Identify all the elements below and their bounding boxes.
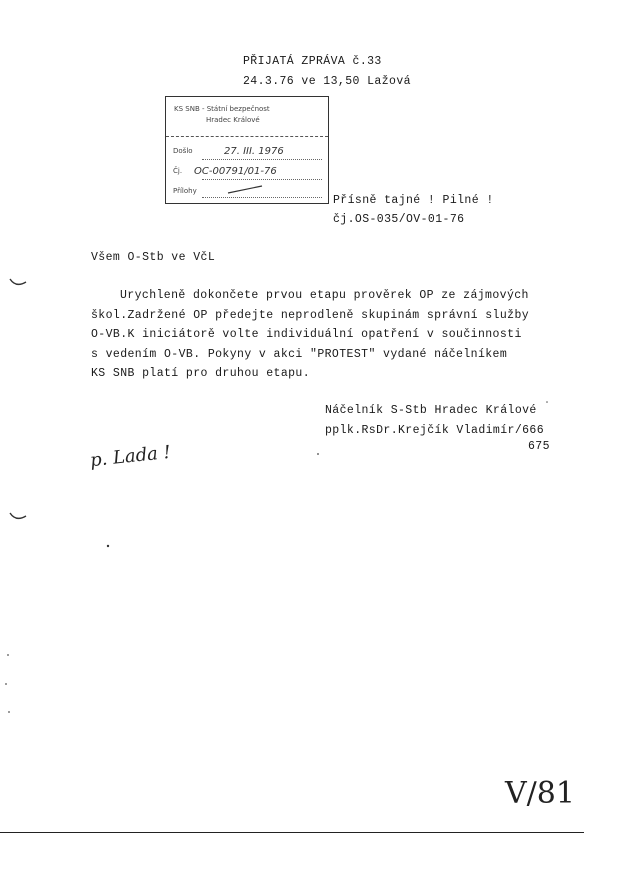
stamp-date-label: Došlo xyxy=(173,147,193,155)
classification-level: Přísně tajné ! Pilné ! xyxy=(333,194,494,207)
body-line: KS SNB platí pro druhou etapu. xyxy=(91,367,311,380)
body-line: O-VB.K iniciátorě volte individuální opatření v součinnosti xyxy=(91,328,522,341)
stamp-attach-label: Přílohy xyxy=(173,187,197,195)
handwritten-page-mark: V/81 xyxy=(505,776,575,811)
signature-name: pplk.RsDr.Krejčík Vladimír/666 xyxy=(325,424,545,437)
signature-title: Náčelník S-Stb Hradec Králové xyxy=(325,404,537,417)
stamp-office: KS SNB - Státní bezpečnost xyxy=(174,105,270,113)
bottom-rule xyxy=(0,832,584,833)
addressee: Všem O-Stb ve VčL xyxy=(91,251,216,264)
stamp-ref-label: Čj. xyxy=(173,167,183,175)
signature-number: 675 xyxy=(528,440,550,453)
body-line: Urychleně dokončete prvou etapu prověrek OP ze zájmových xyxy=(120,289,529,302)
classification-ref: čj.OS-035/OV-01-76 xyxy=(333,213,465,226)
stamp-office-sub: Hradec Králové xyxy=(206,116,260,124)
handwritten-note: p. Lada ! xyxy=(89,441,172,472)
body-line: s vedením O-VB. Pokyny v akci "PROTEST" vydané náčelníkem xyxy=(91,348,508,361)
body-line: škol.Zadržené OP předejte neprodleně skupinám správní služby xyxy=(91,309,530,322)
received-time: 24.3.76 ve 13,50 Lažová xyxy=(243,75,411,88)
stamp-ref-value: OC-00791/01-76 xyxy=(194,166,277,177)
message-title: PŘIJATÁ ZPRÁVA č.33 xyxy=(243,55,382,68)
stamp-date-value: 27. III. 1976 xyxy=(224,146,284,157)
